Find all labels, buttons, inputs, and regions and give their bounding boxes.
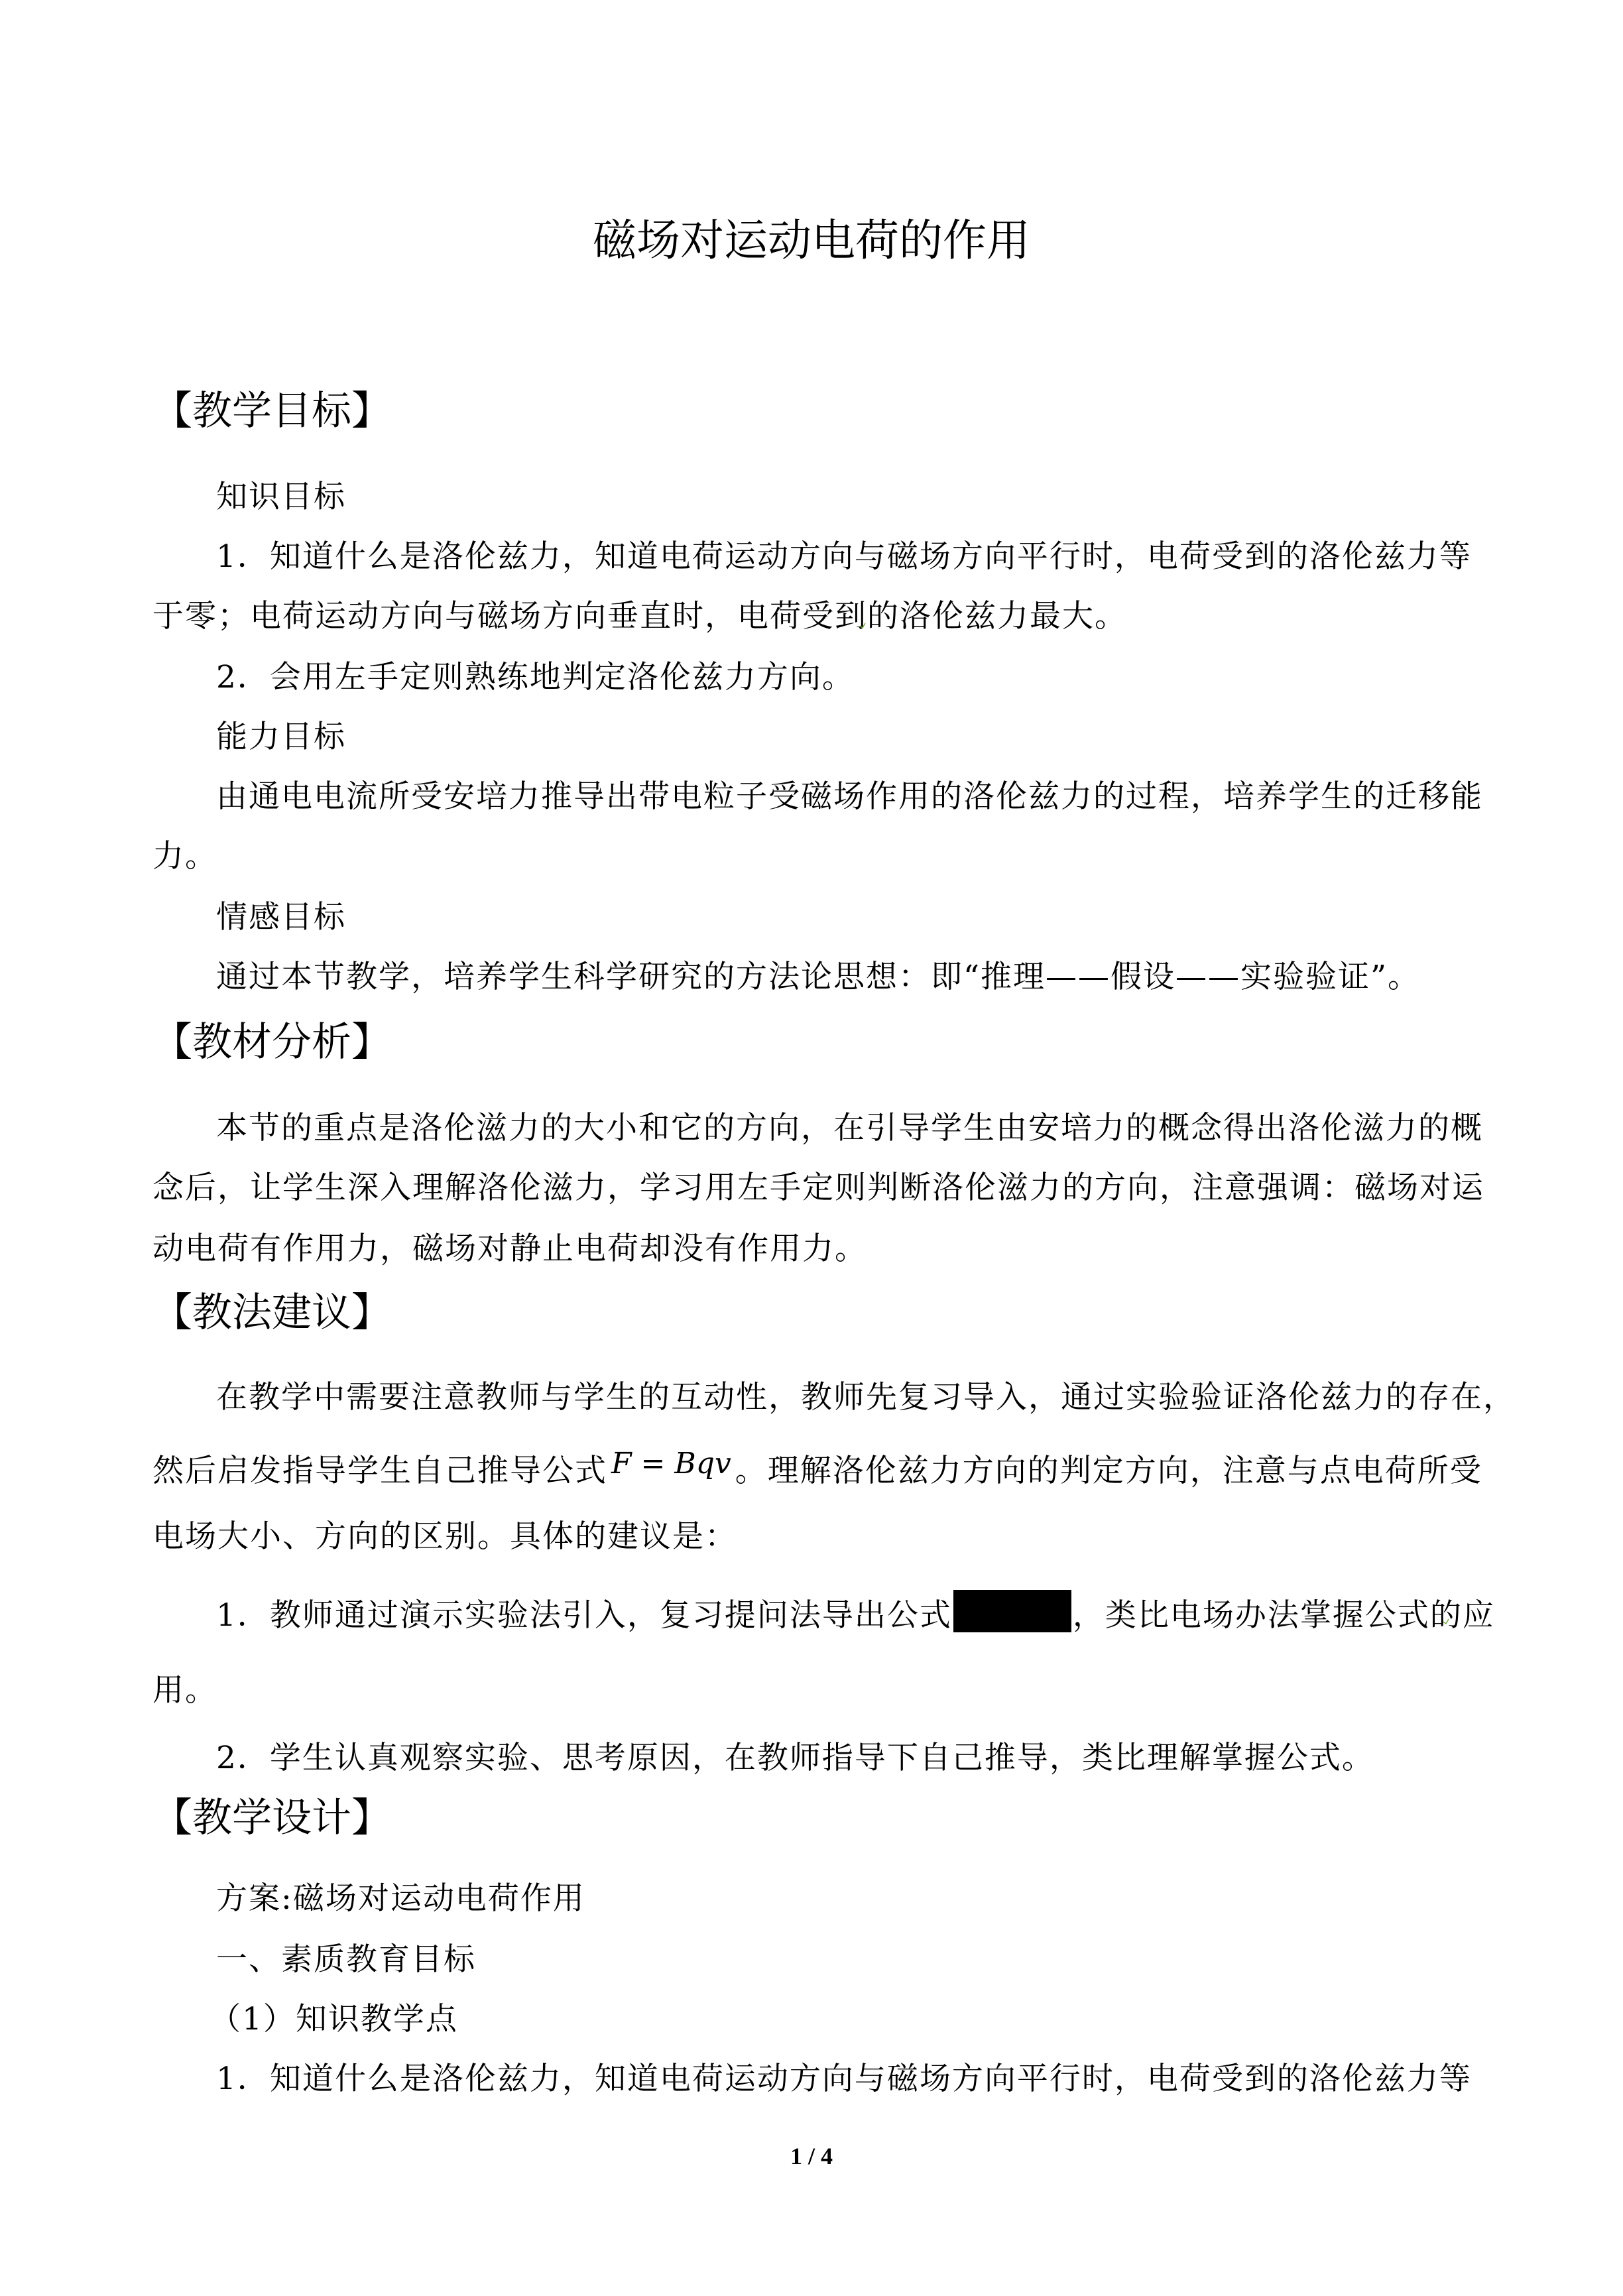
design-goal: 一、素质教育目标 [216,1941,476,1978]
methods-item-1-after: ，类比电场办法掌握公式的应 [1072,1597,1495,1634]
scan-mark [859,622,866,629]
page-number: 1 / 4 [790,2143,833,2169]
formula-f-bqv: F = Bqv [611,1447,731,1480]
page-title: 磁场对运动电荷的作用 [593,215,1030,266]
methods-line2 [152,1443,1482,1492]
methods-item-1-line2: 用。 [152,1672,217,1709]
emotion-label: 情感目标 [216,899,346,936]
methods-line2-before: 然后启发指导学生自己推导公式 [152,1453,607,1489]
redacted-formula-box [953,1590,1071,1632]
ability-label: 能力目标 [216,719,346,755]
design-knowledge-point: （1）知识教学点 [210,2001,458,2037]
analysis-line2: 念后，让学生深入理解洛伦滋力，学习用左手定则判断洛伦滋力的方向，注意强调：磁场对运 [152,1170,1484,1206]
methods-line2-after: 。理解洛伦兹力方向的判定方向，注意与点电荷所受 [735,1453,1482,1489]
knowledge-label: 知识目标 [216,479,346,515]
knowledge-item-1-line2: 于零；电荷运动方向与磁场方向垂直时，电荷受到的洛伦兹力最大。 [152,598,1127,634]
methods-line1: 在教学中需要注意教师与学生的互动性，教师先复习导入，通过实验验证洛伦兹力的存在， [216,1379,1516,1416]
knowledge-item-2: 2．会用左手定则熟练地判定洛伦兹力方向。 [216,659,855,695]
methods-line3: 电场大小、方向的区别。具体的建议是： [152,1518,737,1555]
knowledge-item-1-line1: 1．知道什么是洛伦兹力，知道电荷运动方向与磁场方向平行时，电荷受到的洛伦兹力等 [216,538,1472,575]
scan-mark [1443,1618,1449,1624]
methods-item-1 [216,1590,1495,1637]
design-plan: 方案:磁场对运动电荷作用 [216,1880,585,1917]
methods-item-2: 2．学生认真观察实验、思考原因，在教师指导下自己推导，类比理解掌握公式。 [216,1740,1374,1776]
ability-text-line2: 力。 [152,838,217,875]
ability-text-line1: 由通电电流所受安培力推导出带电粒子受磁场作用的洛伦兹力的过程，培养学生的迁移能 [216,778,1483,815]
analysis-line3: 动电荷有作用力，磁场对静止电荷却没有作用力。 [152,1231,867,1267]
design-item-1: 1．知道什么是洛伦兹力，知道电荷运动方向与磁场方向平行时，电荷受到的洛伦兹力等 [216,2061,1472,2097]
section-heading-design: 【教学设计】 [152,1795,391,1841]
section-heading-analysis: 【教材分析】 [152,1019,391,1065]
methods-item-1-before: 1．教师通过演示实验法引入，复习提问法导出公式 [216,1597,952,1634]
section-heading-objectives: 【教学目标】 [152,388,391,434]
analysis-line1: 本节的重点是洛伦滋力的大小和它的方向，在引导学生由安培力的概念得出洛伦滋力的概 [216,1110,1483,1146]
emotion-text: 通过本节教学，培养学生科学研究的方法论思想：即“推理——假设——实验验证”。 [216,959,1421,995]
section-heading-methods: 【教法建议】 [152,1290,391,1336]
